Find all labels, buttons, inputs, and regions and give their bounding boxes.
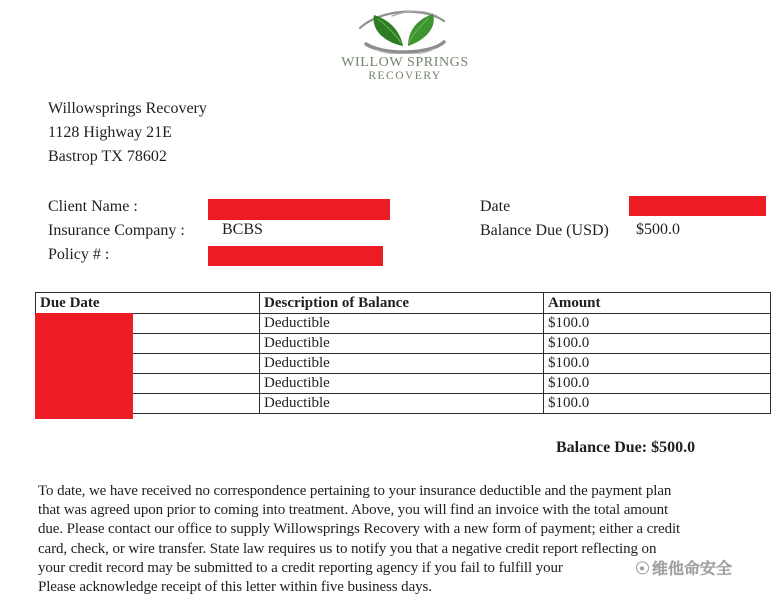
address-line: Willowsprings Recovery [48, 100, 207, 117]
insurance-company-value: BCBS [222, 221, 263, 238]
due-date-column-redaction [35, 313, 133, 419]
table-header-due-date: Due Date [36, 293, 260, 314]
table-row [36, 354, 771, 374]
letter-line: card, check, or wire transfer. State law requires us to notify you that a negative credit report reflecting on [38, 540, 657, 557]
table-row [36, 374, 771, 394]
invoice-table [35, 292, 771, 414]
table-row [36, 394, 771, 414]
address-line: Bastrop TX 78602 [48, 147, 167, 165]
balance-due-usd-value: $500.0 [636, 221, 680, 238]
amount-cell: $100.0 [544, 314, 771, 334]
letter-body [38, 482, 775, 597]
address-line: 1128 Highway 21E [48, 123, 172, 141]
table-header-description: Description of Balance [260, 293, 544, 314]
insurance-company-label: Insurance Company : [48, 222, 185, 239]
policy-number-label: Policy # : [48, 246, 110, 263]
amount-cell: $100.0 [544, 374, 771, 394]
description-cell: Deductible [260, 394, 544, 414]
description-cell: Deductible [260, 314, 544, 334]
description-cell: Deductible [260, 334, 544, 354]
amount-cell: $100.0 [544, 394, 771, 414]
date-redaction [629, 196, 766, 216]
letter-line: that was agreed upon prior to coming into treatment. Above, you will find an invoice with the total amount [38, 502, 669, 519]
willow-springs-logo [320, 8, 490, 82]
table-header-amount: Amount [544, 293, 771, 314]
balance-due-total: Balance Due: $500.0 [556, 439, 696, 456]
watermark [636, 556, 732, 580]
client-name-redaction [208, 199, 390, 220]
date-label: Date [480, 198, 511, 215]
description-cell: Deductible [260, 354, 544, 374]
description-cell: Deductible [260, 374, 544, 394]
letter-line: your credit record may be submitted to a credit reporting agency if you fail to fulfill your [38, 559, 563, 576]
amount-cell: $100.0 [544, 334, 771, 354]
watermark-logo-icon [636, 561, 649, 574]
letter-line: due. Please contact our office to supply Willowsprings Recovery with a new form of payment; either a credit [38, 521, 681, 538]
logo-wordmark: WILLOW SPRINGS [341, 55, 469, 70]
table-row [36, 314, 771, 334]
balance-due-usd-label: Balance Due (USD) [480, 222, 609, 239]
table-header-row [36, 293, 771, 314]
letter-line: Please acknowledge receipt of this letter within five business days. [38, 579, 432, 596]
logo-subtitle: RECOVERY [368, 70, 442, 82]
policy-number-redaction [208, 246, 383, 266]
logo-leaves-icon [330, 8, 480, 54]
amount-cell: $100.0 [544, 354, 771, 374]
sender-address [48, 97, 207, 168]
letter-line: To date, we have received no correspondence pertaining to your insurance deductible and the payment plan [38, 483, 672, 499]
watermark-text: 维他命安全 [651, 560, 733, 579]
client-name-label: Client Name : [48, 198, 138, 215]
table-row [36, 334, 771, 354]
